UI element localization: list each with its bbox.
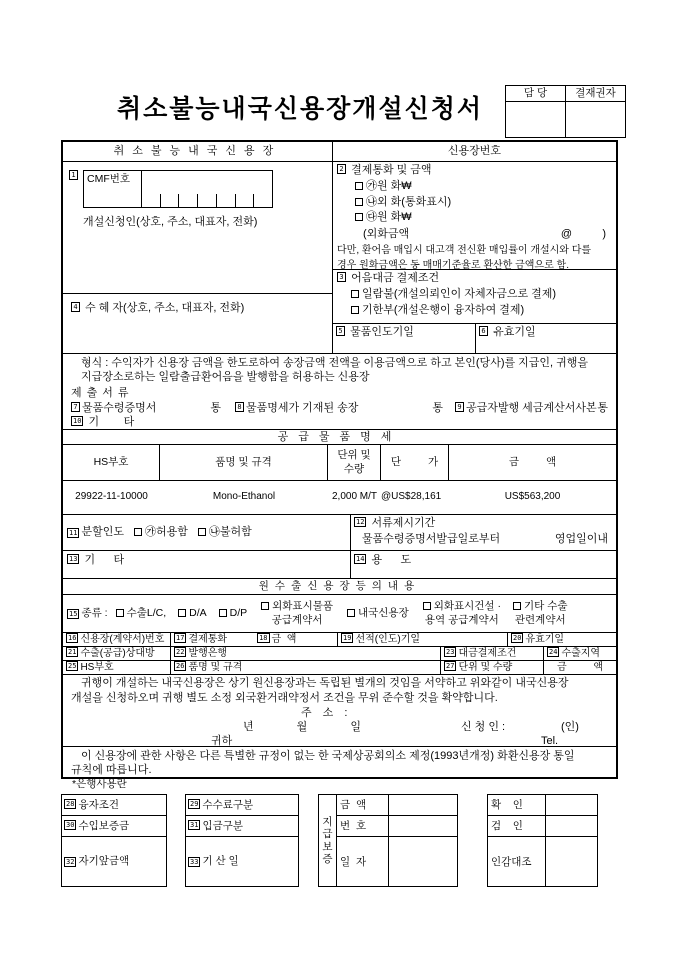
currency-option-label: ㉮원 화₩ [366,179,412,192]
deposit-category-label: 입금구분 [202,820,244,832]
main-form [61,140,618,779]
financing-condition-label: 융자조건 [78,799,120,811]
payment-guarantee-vertical-label: 지급보증 [319,795,337,886]
beneficiary-label: 수 혜 자(상호, 주소, 대표자, 전화) [85,302,245,314]
original-lc-amount-label: 금 액 [556,662,604,673]
goods-table-title: 공급물품명세 [63,430,616,445]
settlement-currency-title: 결제통화 및 금액 [351,164,432,176]
pledge-line2: 개설을 신청하오며 귀행 별도 소정 외국환거래약정서 조건을 무위 준수할 것을 확약합니다. [71,692,498,704]
original-lc-title: 원수출신용장등의내용 [63,579,616,595]
dear-bank-label: 귀하 [211,735,233,747]
header-lc-number: 신용장번호 [447,145,502,157]
field-number-badge: 12 [356,518,365,526]
da-checkbox[interactable] [178,609,186,617]
field-number-badge: 4 [71,302,80,312]
doc-item-unit: 통 [210,402,221,415]
field-number-badge: 6 [479,326,488,336]
goods-col-name: 품명 및 규격 [160,445,328,480]
cmf-label: CMF번호 [84,171,142,207]
seal-check-label: 인감대조 [488,837,546,886]
currency-foreign-checkbox[interactable] [355,198,363,206]
fx-construction-contract-checkbox[interactable] [423,602,431,610]
bank-box-financing: 28 융자조건 30 수입보증금 32 자기앞금액 [61,794,167,887]
seal-label: (인) [561,721,579,733]
address-label: 주 소 : [301,707,348,719]
field-number-badge: 5 [336,326,345,336]
currency-won-checkbox[interactable] [355,182,363,190]
ucp-line1: 이 신용장에 관한 사항은 다른 특별한 규정이 없는 한 국제상공회의소 제정(1993년개정) 화환신용장 통일 [81,750,575,762]
confirm-label: 확 인 [488,795,546,815]
doc-item-label: 8 물품명세가 기재된 송장 [235,402,358,416]
field-number-badge: 13 [69,555,78,563]
fx-goods-contract-checkbox[interactable] [261,602,269,610]
guarantee-date-label: 일 자 [337,837,389,886]
etc-13-label: 기 타 [84,554,125,566]
partial-delivery-label: 분할인도 [81,525,124,538]
original-lc-row1: 16 신용장(계약서)번호 17 결제통화 18 금 액 19 선적(인도)기일 20 유효기일 [63,633,616,647]
goods-col-price: 단 가 [381,445,449,480]
other-export-contract-checkbox[interactable] [513,602,521,610]
bill-payment-section [333,270,616,324]
ucp-note-section [63,747,616,777]
partial-delivery-section: 11 분할인도 ㉮허용함 ㉯불허함 [63,515,351,550]
guarantee-number-value[interactable] [389,816,457,836]
partial-allowed-checkbox[interactable] [134,528,142,536]
currency-option-label: ㉯외 화(통화표시) [366,195,452,208]
field-number-badge: 15 [69,609,78,618]
pledge-signature-section [63,675,616,747]
tel-label: Tel. [541,735,559,747]
format-note-line2: 지급장소로하는 일람출급환어음을 발행함을 허용하는 신용장 [81,370,370,383]
header-left-title: 취소불능내국신용장 [63,142,333,161]
bank-box-payment-guarantee [318,794,458,887]
cmf-number-box [83,170,273,208]
format-note-line1: 형식 : 수익자가 신용장 금액을 한도로하여 송장금액 전액을 이용금액으로 하고 본인(당사)를 지급인, 귀행을 [81,357,589,369]
bill-payment-title: 어음대금 결제조건 [351,272,440,284]
goods-price-value: @US$28,161 [381,491,442,503]
approval-cell-authorizer [566,102,625,137]
original-lc-type-row: 15 종류 : 수출L/C, D/A D/P 외화표시물품 공급계약서 내국신용장 외화표시건설 · 용역 공급계약서 기타 수출 관련계약서 [63,595,616,633]
goods-col-hs: HS부호 [63,445,160,480]
original-lc-row2: 21 수출(공급)상대방 22 발행은행 23 대금결제조건 24 수출지역 [63,647,616,661]
approval-header-authorizer: 결재권자 [566,86,625,102]
import-deposit-label: 수입보증금 [78,820,130,832]
fee-category-label: 수수료구분 [202,799,254,811]
guarantee-number-label: 번 호 [337,816,389,836]
goods-col-qty: 단위 및 수량 [328,445,381,480]
doc-item-label: 9 공급자발행 세금계산서사본 [455,402,597,416]
sight-bill-checkbox[interactable] [351,290,359,298]
doc-item-unit: 통 [432,402,443,415]
field-number-badge: 3 [337,272,346,282]
cmf-number-input[interactable] [142,171,272,207]
bank-box-fees: 29 수수료구분 31 입금구분 33 기 산 일 [185,794,299,887]
goods-hs-value: 29922-11-10000 [75,491,148,503]
delivery-date-label: 물품인도기일 [350,326,414,338]
inspect-label: 검 인 [488,816,546,836]
base-date-label: 기 산 일 [202,854,239,867]
field-number-badge: 11 [69,528,78,537]
fx-close-paren: ) [602,228,606,240]
original-lc-row3: 25 HS부호 26 품명 및 규격 27 단위 및 수량 금 액 [63,661,616,675]
seal-check-value[interactable] [546,837,597,886]
bill-option-label: 일람불(개설의뢰인이 자체자금으로 결제) [362,287,557,300]
guarantee-amount-label: 금 액 [337,795,389,815]
documents-title: 제출서류 [71,386,134,399]
goods-col-amount: 금 액 [508,455,557,468]
format-and-documents-section [63,354,616,430]
dp-checkbox[interactable] [219,609,227,617]
domestic-lc-checkbox[interactable] [347,609,355,617]
goods-amount-value: US$563,200 [504,491,561,503]
goods-table-data-row [63,481,616,515]
doc-item-label: 7 물품수령증명서 [71,402,156,416]
pledge-line1: 귀행이 개설하는 내국신용장은 상기 원신용장과는 독립된 별개의 것임을 서약하고 위와같이 내국신용장 [81,677,569,689]
guarantee-amount-value[interactable] [389,795,457,815]
field-number-badge: 14 [356,555,365,563]
fx-amount-label: (외화금액 [363,228,410,240]
documents-etc-label: 기 타 [88,416,135,428]
goods-qty-value: 2,000 M/T [331,491,378,503]
currency-won2-checkbox[interactable] [355,213,363,221]
applicant-sign-label: 신 청 인 : [461,721,506,733]
field-number-badge: 1 [69,170,78,180]
cashier-amount-label: 자기앞금액 [78,854,130,867]
inspect-value[interactable] [546,816,597,836]
currency-note-line2: 경우 원화금액은 동 매매기준율로 환산한 금액으로 함. [337,260,569,272]
doc-period-text: 물품수령증명서발급일로부터 [362,532,501,545]
approval-header-staff: 담 당 [506,86,565,102]
document-period-section [351,515,616,550]
doc-period-suffix: 영업일이내 [554,532,608,545]
form-title: 취소불능내국신용장개설신청서 [116,95,484,123]
export-lc-checkbox[interactable] [116,609,124,617]
field-number-badge: 10 [73,417,82,425]
usance-bill-checkbox[interactable] [351,306,359,314]
bank-use-label: *은행사용란 [72,778,127,790]
doc-item-unit: 통 [597,402,608,415]
usage-14-label: 용 도 [371,554,412,566]
goods-name-value: Mono-Ethanol [212,491,276,503]
currency-note-line1: 다만, 환어음 매입시 대고객 전신환 매입률이 개설시와 다를 [337,244,592,256]
doc-period-label: 서류제시기간 [371,517,436,529]
settlement-currency-section [333,162,616,270]
currency-option-label: ㉰원 화₩ [366,211,412,224]
expiry-date-label: 유효기일 [493,326,536,338]
applicant-label: 개설신청인(상호, 주소, 대표자, 전화) [83,216,258,228]
goods-table-header-row [63,445,616,481]
partial-not-allowed-checkbox[interactable] [198,528,206,536]
lc-type-label: 종류 : [81,606,108,619]
bill-option-label: 기한부(개설은행이 융자하여 결제) [362,303,525,316]
ucp-line2: 규칙에 따릅니다. [71,763,152,776]
bank-box-verification [487,794,598,887]
field-number-badge: 2 [337,164,346,174]
confirm-value[interactable] [546,795,597,815]
fx-rate-at: @ [560,228,572,240]
date-line: 년 월 일 [243,721,361,733]
